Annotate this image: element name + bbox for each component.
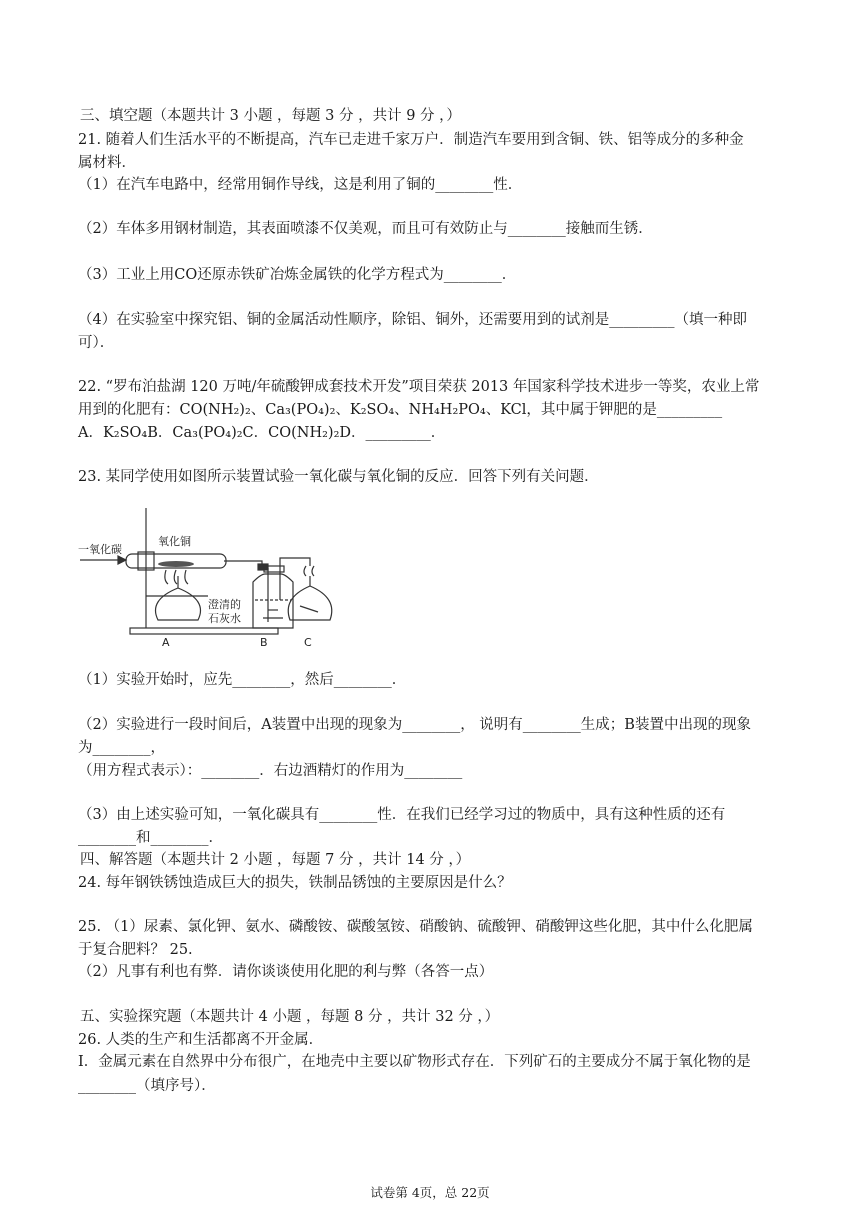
- stand-base: [130, 628, 278, 634]
- label-co: 一氧化碳: [78, 543, 122, 556]
- q23-part-3-line-1: （3）由上述实验可知，一氧化碳具有________性．在我们已经学习过的物质中，具有这种性质的还有: [78, 807, 726, 823]
- q26-line-2: I．金属元素在自然界中分布很广，在地壳中主要以矿物形式存在．下列矿石的主要成分不属于氧化物的是: [78, 1054, 751, 1070]
- q23-stem: 23. 某同学使用如图所示装置试验一氧化碳与氧化铜的反应．回答下列有关问题．: [78, 469, 599, 485]
- label-limewater-1: 澄清的: [208, 598, 241, 611]
- q21-part-1: （1）在汽车电路中，经常用铜作导线，这是利用了铜的________性．: [78, 177, 523, 193]
- q23-part-1: （1）实验开始时，应先________，然后________．: [78, 672, 407, 688]
- q23-part-3-line-2: ________和________．: [78, 830, 223, 846]
- q21-stem-line-1: 21. 随着人们生活水平的不断提高，汽车已走进千家万户．制造汽车要用到含铜、铁、铝等成分的多种金: [78, 132, 744, 148]
- q22-line-1: 22. “罗布泊盐湖 120 万吨/年硫酸钾成套技术开发”项目荣获 2013 年国家科学技术进步一等奖，农业上常: [78, 379, 760, 395]
- q26-line-3: ________（填序号）．: [78, 1078, 216, 1094]
- section-4-header: 四、解答题（本题共计 2 小题 ，每题 7 分 ，共计 14 分 ，）: [80, 852, 471, 868]
- gas-inlet-arrow: [118, 556, 126, 564]
- q21-part-3: （3）工业上用CO还原赤铁矿冶炼金属铁的化学方程式为________．: [78, 267, 517, 283]
- q21-part-4-line-2: 可）．: [78, 335, 115, 351]
- section-5-header: 五、实验探究题（本题共计 4 小题 ，每题 8 分 ，共计 32 分 ，）: [80, 1009, 500, 1025]
- q21-part-2: （2）车体多用钢材制造，其表面喷漆不仅美观，而且可有效防止与________接触而生锈．: [78, 221, 653, 237]
- q25-line-2: 于复合肥料？ 25.: [78, 942, 193, 958]
- apparatus-figure: [78, 500, 358, 650]
- q23-part-2-line-1: （2）实验进行一段时间后，A装置中出现的现象为________， 说明有________生成；B装置中出现的现象: [78, 717, 751, 733]
- q25-line-1: 25. （1）尿素、氯化钾、氨水、磷酸铵、碳酸氢铵、硝酸钠、硫酸钾、硝酸钾这些化肥，其中什么化肥属: [78, 919, 753, 935]
- label-b: B: [260, 636, 268, 649]
- label-cuo: 氧化铜: [158, 535, 191, 548]
- section-3-header: 三、填空题（本题共计 3 小题 ，每题 3 分 ，共计 9 分 ，）: [80, 108, 461, 124]
- q21-part-4-line-1: （4）在实验室中探究铝、铜的金属活动性顺序，除铝、铜外，还需要用到的试剂是_________（填一种即: [78, 312, 747, 328]
- q24: 24. 每年钢铁锈蚀造成巨大的损失，铁制品锈蚀的主要原因是什么？: [78, 875, 512, 891]
- q23-part-2-line-3: （用方程式表示）：________．右边酒精灯的作用为________: [78, 763, 463, 779]
- label-a: A: [162, 636, 170, 649]
- q26-line-1: 26. 人类的生产和生活都离不开金属．: [78, 1032, 324, 1048]
- q23-part-2-line-2: 为________，: [78, 740, 165, 756]
- label-limewater-2: 石灰水: [208, 612, 241, 625]
- q22-options: A．K₂SO₄B．Ca₃(PO₄)₂C．CO(NH₂)₂D．_________．: [78, 425, 446, 441]
- page-footer: 试卷第 4页，总 22页: [370, 1185, 490, 1200]
- q22-line-2: 用到的化肥有：CO(NH₂)₂、Ca₃(PO₄)₂、K₂SO₄、NH₄H₂PO₄、KCl，其中属于钾肥的是_________: [78, 402, 723, 418]
- q21-stem-line-2: 属材料．: [78, 155, 136, 171]
- q25-line-3: （2）凡事有利也有弊．请你谈谈使用化肥的利与弊（各答一点）: [78, 964, 494, 980]
- label-c: C: [304, 636, 312, 649]
